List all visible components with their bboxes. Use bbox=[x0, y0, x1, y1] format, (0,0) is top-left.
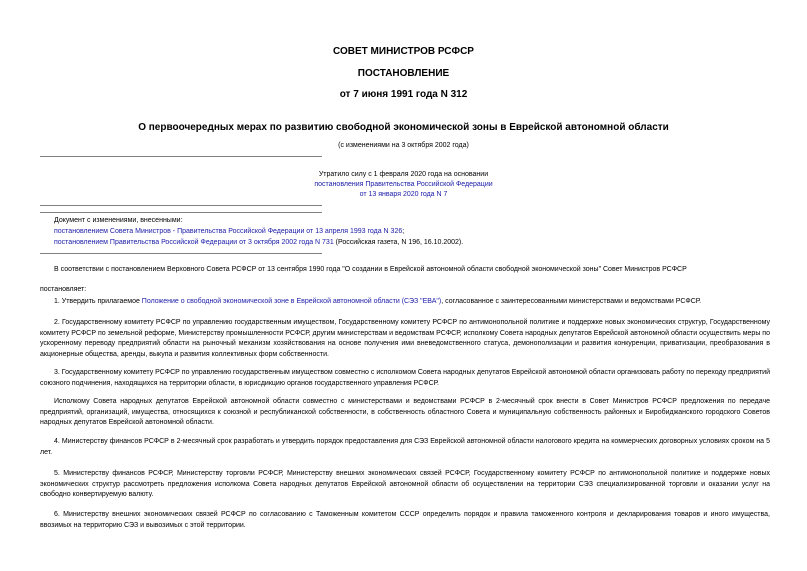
divider bbox=[40, 156, 322, 157]
paragraph-3: 3. Государственному комитету РСФСР по управлению государственным имуществом совместно с исполкомом Совета народных депутатов Еврейской автономной области организовать работу по переходу предприятий союзного подчинения, находящихся на территории области, в юрисдикцию органов государственного управления РСФСР. bbox=[40, 369, 770, 387]
paragraph-4: 4. Министерству финансов РСФСР в 2-месячный срок разработать и утвердить порядок предоставления для СЭЗ Еврейской автономной области налогового кредита на коммерческих договорных условиях сроком на 5 лет. bbox=[40, 438, 770, 456]
amendment-link-2[interactable]: постановлением Правительства Российской Федерации от 3 октября 2002 года N 731 bbox=[54, 239, 334, 246]
repeal-line: Утратило силу с 1 февраля 2020 года на основании bbox=[318, 171, 489, 178]
preamble: В соответствии с постановлением Верховного Совета РСФСР от 13 сентября 1990 года "О создании в Еврейской автономной области свободной экономической зоны" Совет Министров РСФСР bbox=[54, 266, 687, 273]
amendments-heading: Документ с изменениями, внесенными: bbox=[54, 217, 183, 224]
paragraph-1 bbox=[40, 297, 770, 308]
paragraph-6: 6. Министерству внешних экономических связей РСФСР по согласованию с Таможенным комитетом СССР определить порядок и правила таможенного контроля и декларирования товаров и иного имущества, ввозимых на территорию СЭЗ и вывозимых с этой территории. bbox=[40, 511, 770, 529]
amendment-tail-1: ; bbox=[402, 228, 405, 235]
amendment-note: (с изменениями на 3 октября 2002 года) bbox=[338, 142, 469, 149]
decree-word: постановляет: bbox=[40, 286, 87, 293]
divider bbox=[40, 205, 322, 206]
divider bbox=[40, 212, 322, 213]
amendment-link-1[interactable]: постановлением Совета Министров - Правительства Российской Федерации от 13 апреля 1993 года N 326 bbox=[54, 228, 403, 235]
divider bbox=[40, 253, 322, 254]
document-type: ПОСТАНОВЛЕНИЕ bbox=[357, 68, 450, 79]
issuer: СОВЕТ МИНИСТРОВ РСФСР bbox=[333, 46, 474, 57]
repeal-link-1[interactable]: постановления Правительства Российской Федерации bbox=[314, 181, 493, 188]
repeal-link-2[interactable]: от 13 января 2020 года N 7 bbox=[359, 191, 448, 198]
date-number: от 7 июня 1991 года N 312 bbox=[339, 89, 468, 100]
p1-lead: 1. Утвердить прилагаемое bbox=[54, 298, 142, 305]
p1-tail: , согласованное с заинтересованными министерствами и ведомствами РСФСР. bbox=[441, 298, 702, 305]
paragraph-3b: Исполкому Совета народных депутатов Еврейской автономной области совместно с министерствами и ведомствами РСФСР в 2-месячный срок внести в Совет Министров РСФСР предложения по передаче предприятий, организаций, имущества, относящихся к союзной и республиканской собственности, в собственность областного Совета и муниципальную собственность районных и Биробиджанского городского Советов народных депутатов Еврейской автономной области. bbox=[40, 398, 770, 427]
amendment-item-1 bbox=[54, 227, 404, 237]
amendment-tail-2: (Российская газета, N 196, 16.10.2002). bbox=[333, 239, 464, 246]
amendment-item-2 bbox=[54, 238, 463, 248]
paragraph-2: 2. Государственному комитету РСФСР по управлению государственным имуществом, Государственному комитету РСФСР по антимонопольной политике и поддержке новых экономических структур, Государственному комитету РСФСР по земельной реформе, Министерству промышленности РСФСР, другим министерствам и ведомствам РСФСР, исполкому Совета народных депутатов Еврейской автономной области осуществить меры по ускоренному переводу предприятий области на рыночный механизм хозяйствования на основе получения ими вневедомственного статуса, демонополизации и развития конкуренции, приватизации, преобразования в акционерные общества, аренды, выкупа и развития коллективных форм собственности. bbox=[40, 319, 770, 358]
document-title: О первоочередных мерах по развитию свободной экономической зоны в Еврейской автономной области bbox=[138, 122, 669, 133]
regulation-link[interactable]: Положение о свободной экономической зоне в Еврейской автономной области (СЭЗ "ЕВА") bbox=[141, 298, 442, 305]
paragraph-5: 5. Министерству финансов РСФСР, Министерству торговли РСФСР, Министерству внешних экономических связей РСФСР, Государственному комитету РСФСР по антимонопольной политике и поддержке новых экономических структур рассмотреть предложения исполкома Совета народных депутатов Еврейской автономной области об осуществлении на территории СЭЗ специализированной торговли и оказании услуг на свободно конвертируемую валюту. bbox=[40, 470, 770, 499]
